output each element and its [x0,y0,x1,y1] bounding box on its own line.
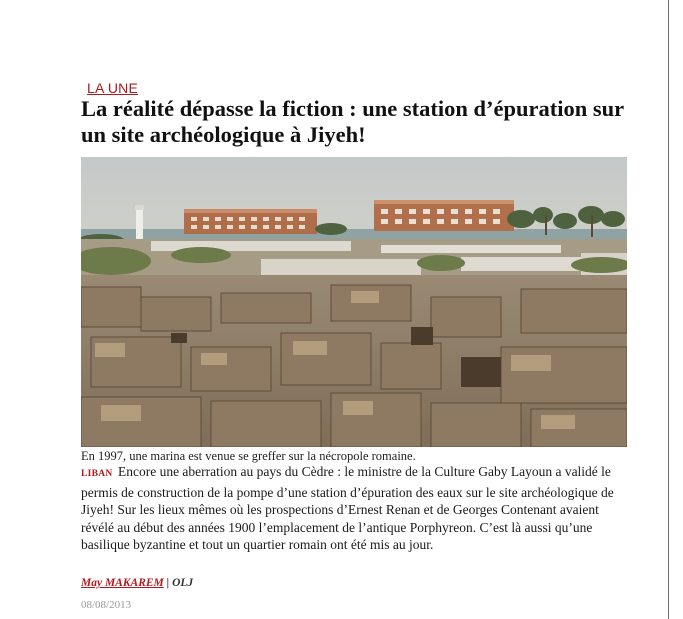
location-kicker: LIBAN [81,469,113,479]
article-photo[interactable] [81,157,627,447]
archaeological-site-photo [81,157,627,447]
photo-caption: En 1997, une marina est venue se greffer sur la nécropole romaine. [81,449,416,463]
article-summary [81,463,629,554]
author-link[interactable]: May MAKAREM [81,577,164,589]
source-label: OLJ [172,577,194,589]
byline-separator: | [166,577,170,589]
page-right-border [668,0,669,619]
publication-date: 08/08/2013 [81,599,132,611]
article-headline[interactable]: La réalité dépasse la fiction : une station d’épuration sur un site archéologique à Jiyeh! [81,96,624,147]
byline [81,577,193,589]
article-summary-text: Encore une aberration au pays du Cèdre : le ministre de la Culture Gaby Layoun a validé le permis de construction de la pompe d’une station d’épuration des eaux sur le site archéologique de Jiyeh! Sur les lieux mêmes où les prospections d’Ernest Renan et de Georges Contenant avaient révélé au début des années 1900 l’emplacement de l’antique Porphyreon. C’est là aussi qu’une basilique byzantine et tout un quartier romain ont été mis au jour. [81,464,614,552]
section-rubric-link[interactable]: LA UNE [87,80,138,96]
